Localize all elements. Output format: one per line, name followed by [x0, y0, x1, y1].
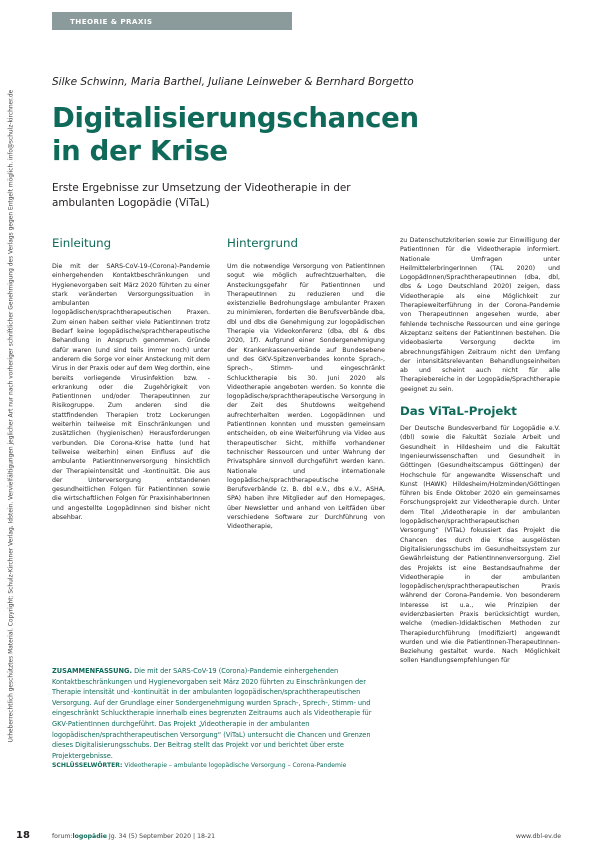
footer-journal: [52, 833, 215, 840]
title-line-1: Digitalisierungschancen: [52, 102, 419, 134]
journal-issue: Jg. 34 (5) September 2020 | 18-21: [108, 833, 216, 840]
column-1: [52, 236, 210, 522]
article-authors: Silke Schwinn, Maria Barthel, Juliane Leinweber & Bernhard Borgetto: [52, 76, 414, 88]
paragraph: zu Datenschutzkriterien sowie zur Einwilligung der PatientInnen für die Videotherapie informiert. Nationale Umfragen unter HeilmittelerbringerInnen (TAL 2020) und LogopädInnen/SprachtherapeutInnen (dba, dbl, dbs & Logo Deutschland 2020) zeigen, dass Videotherapie als eine Möglichkeit zur Therapieweiterführung in der Corona-Pandemie von TherapeutInnen angesehen wurde, aber fehlende technische Ressourcen und eine geringe Akzeptanz seitens der PatientInnen bestehen. Die videobasierte Versorgung deckte im abrechnungsfähigen Zeitraum nicht den Umfang der intensitätsrelevanten Behandlungseinheiten ab und scheint auch nicht für alle Therapiebereiche in der Logopädie/Sprachtherapie geeignet zu sein.: [400, 237, 560, 393]
column-3: [400, 236, 560, 666]
article-subtitle: Erste Ergebnisse zur Umsetzung der Videotherapie in der ambulanten Logopädie (ViTaL): [52, 182, 351, 209]
abstract-label: ZUSAMMENFASSUNG.: [52, 667, 132, 675]
keywords-text: Videotherapie – ambulante logopädische Versorgung – Corona-Pandemie: [122, 762, 347, 770]
heading-hintergrund: Hintergrund: [227, 236, 298, 250]
footer-website: www.dbl-ev.de: [515, 833, 561, 840]
body-continued: [400, 236, 560, 394]
body-hintergrund: [227, 262, 385, 532]
abstract-box: [52, 666, 388, 772]
keywords-label: SCHLÜSSELWÖRTER:: [52, 762, 123, 770]
journal-prefix: forum:: [52, 833, 73, 840]
section-tab-label: THEORIE & PRAXIS: [70, 17, 153, 26]
keywords: [52, 761, 388, 772]
article-title: [52, 102, 572, 168]
body-einleitung: [52, 262, 210, 522]
heading-vital-projekt: Das ViTaL-Projekt: [400, 404, 517, 419]
abstract-text: Die mit der SARS-CoV-19 (Corona)-Pandemie einhergehenden Kontaktbeschränkungen und Hygienevorgaben seit März 2020 führten zu Einschränkungen der Therapie intensität und -kontinuität in der ambulanten logopädischen/sprachtherapeutischen Versorgung. Auf der Grundlage einer Sondergenehmigung wurden Sprach-, Sprech-, Stimm- und eingeschränkt Schlucktherapie innerhalb eines begrenzten Zeitraums auch als Videotherapie für GKV-PatientInnen durchgeführt. Das Projekt „Videotherapie in der ambulanten logopädischen/sprachtherapeutischen Versorgung“ (ViTaL) untersucht die Chancen und Grenzen dieses Digitalisierungsschubs. Der Beitrag stellt das Projekt vor und berichtet über erste Projektergebnisse.: [52, 667, 372, 760]
copyright-text: Urheberrechtlich geschütztes Material. Copyright: Schulz-Kirchner Verlag, Idstein. Vervielfältigungen jeglicher Art nur nach vorheriger schriftlicher Genehmigung des Verlags gegen Entgelt möglich. info@schulz-kirchner.de: [8, 89, 14, 742]
title-line-2: in der Krise: [52, 135, 228, 167]
page-number: 18: [16, 830, 30, 841]
body-vital-projekt: [400, 424, 560, 666]
column-2: [227, 236, 385, 532]
heading-einleitung: Einleitung: [52, 236, 112, 250]
journal-name: logopädie: [72, 833, 107, 840]
paragraph: Um die notwendige Versorgung von PatientInnen sogut wie möglich aufrechtzuerhalten, die Ansteckungsgefahr für PatientInnen und TherapeutInnen zu reduzieren und die existenzielle Bedrohungslage ambulanter Praxen zu minimieren, forderten die Berufsverbände dba, dbl und dbs die Genehmigung zur logopädischen Therapie via Videokonferenz (dba, dbl & dbs 2020, 1f). Aufgrund einer Sondergenehmigung der Krankenkassenverbände auf Bundesebene und des GKV-Spitzenverbandes konnte Sprach-, Sprech-, Stimm- und eingeschränkt Schlucktherapie bis 30. Juni 2020 als Videotherapie angeboten werden. So konnte die logopädische/sprachtherapeutische Versorgung in der Zeit des Shutdowns weitgehend aufrechterhalten werden. LogopädInnen und PatientInnen konnten und mussten gemeinsam entscheiden, ob eine Weiterführung via Video aus therapeutischer Sicht, mithilfe vorhandener technischer Ressourcen und unter Wahrung der Privatsphäre sinnvoll durchgeführt werden kann. Nationale und internationale logopädische/sprachtherapeutische Berufsverbände (z. B. dbl e.V., dbs e.V., ASHA, SPA) haben ihre Mitglieder auf den Homepages, über Newsletter und anhand von Leitfäden über verschiedene Software zur Durchführung von Videotherapie,: [227, 263, 385, 531]
section-tab: [52, 12, 292, 30]
paragraph: Der Deutsche Bundesverband für Logopädie e.V. (dbl) sowie die Fakultät Soziale Arbeit und Gesundheit in Hildesheim und die Fakultät Ingenieurwissenschaften und Gesundheit in Göttingen (Gesundheitscampus Göttingen) der Hochschule für angewandte Wissenschaft und Kunst (HAWK) Hildesheim/Holzminden/Göttingen führen bis Ende Oktober 2020 ein gemeinsames Forschungsprojekt zur Videotherapie durch. Unter dem Titel „Videotherapie in der ambulanten logopädischen/sprachtherapeutischen Versorgung“ (ViTaL) fokussiert das Projekt die Chancen des durch die Krise ausgelösten Digitalisierungsschubs im Gesundheitssystem zur Gewährleistung der PatientInnenversorgung. Ziel des Projekts ist eine Bestandsaufnahme der Videotherapie in der ambulanten logopädischen/sprachtherapeutischen Praxis während der Corona-Pandemie. Von besonderem Interesse ist u.a., wie Prinzipien der evidenzbasierten Praxis berücksichtigt wurden, welche (medien-)didaktischen Methoden zur Therapiedurchführung (modifiziert) angewandt wurden und wie die PatientInnen-TherapeutInnen-Beziehung gestaltet wurde. Nach Möglichkeit sollen Handlungsempfehlungen für: [400, 425, 560, 665]
copyright-side-note: [0, 18, 22, 813]
paragraph: Die mit der SARS-CoV-19-(Corona)-Pandemie einhergehenden Kontaktbeschränkungen und Hygienevorgaben seit März 2020 führten zu einer stark veränderten Versorgungssituation in ambulanten logopädischen/sprachtherapeutischen Praxen. Zum einen haben seither viele PatientInnen trotz Bedarf keine logopädische/sprachtherapeutische Behandlung in Anspruch genommen. Gründe dafür waren (und sind teils immer noch) unter anderem die Sorge vor einer Ansteckung mit dem Virus in der Praxis oder auf dem Weg dorthin, eine bereits vorliegende Virusinfektion bzw. -erkrankung oder die Zugehörigkeit von PatientInnen und/oder TherapeutInnen zur Risikogruppe. Zum anderen sind die stattfindenden Therapien trotz Lockerungen weiterhin teilweise mit Einschränkungen und zusätzlichen (hygienischen) Herausforderungen verbunden. Die Corona-Krise hatte (und hat teilweise weiterhin) einen Einfluss auf die ambulante PatientInnenversorgung hinsichtlich der Therapieintensität und -kontinuität. Die aus der Unterversorgung entstandenen gesundheitlichen Folgen für PatientInnen sowie die wirtschaftlichen Folgen für PraxisinhaberInnen und angestellte LogopädInnen sind bisher nicht absehbar.: [52, 263, 210, 522]
